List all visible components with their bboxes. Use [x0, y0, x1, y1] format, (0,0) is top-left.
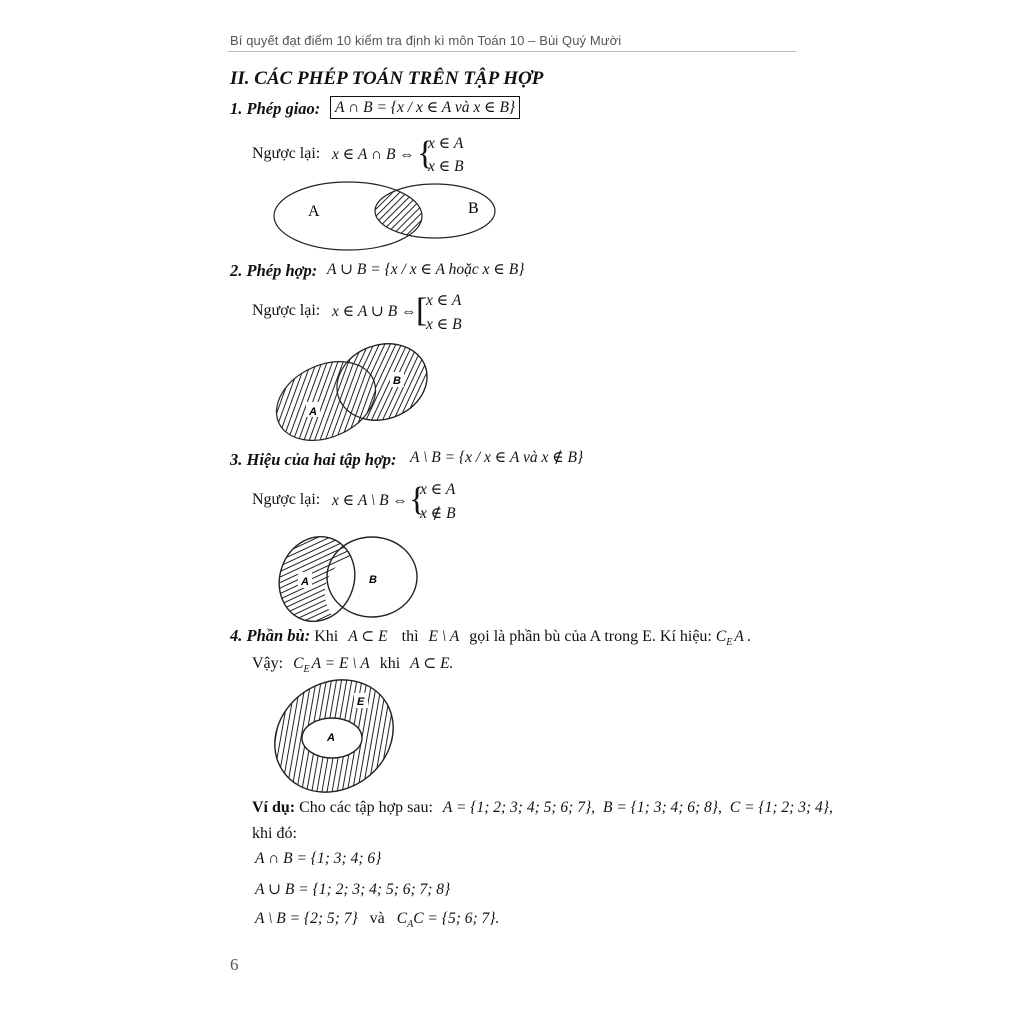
s1-line1: x ∈ A: [428, 135, 464, 152]
label-a: A: [309, 406, 317, 418]
s1-formula: A ∩ B = {x / x ∈ A và x ∈ B}: [330, 96, 520, 119]
venn-union: [270, 340, 440, 445]
label-a: A: [327, 732, 335, 744]
s4-m2: E \ A: [428, 628, 460, 645]
label-a: A: [301, 576, 309, 588]
s2-line2: x ∈ B: [426, 316, 462, 333]
s4-text-khi2: khi: [379, 655, 401, 672]
s1-converse-label: Ngược lại:: [252, 145, 321, 162]
s2-square-bracket: [: [416, 292, 428, 329]
s4-m4: C: [293, 655, 304, 672]
s4-text-vay: Vậy:: [252, 655, 284, 672]
label-e: E: [357, 696, 365, 708]
venn-intersection: [270, 180, 510, 260]
header-rule: [228, 51, 796, 52]
s3-formula: A \ B = {x / x ∈ A và x ∉ B}: [410, 449, 584, 466]
example-label: Ví dụ:: [252, 799, 296, 816]
s4-m3: C: [715, 628, 727, 645]
s4-m4b: A = E \ A: [311, 655, 370, 672]
s4-m3-sub: E: [726, 637, 733, 649]
s1-curly-brace: {: [417, 135, 434, 172]
s4-text-thi: thì: [401, 628, 419, 645]
s3-curly-brace: {: [409, 481, 426, 518]
s2-line1: x ∈ A: [426, 292, 462, 309]
label-b: B: [393, 375, 401, 387]
example-and: và: [369, 910, 385, 927]
example-def-a: A = {1; 2; 3; 4; 5; 6; 7},: [442, 799, 596, 816]
s1-heading: 1. Phép giao:: [230, 99, 321, 118]
s4-text-desc: gọi là phần bù của A trong E. Kí hiệu:: [469, 628, 712, 645]
venn-complement: [270, 676, 410, 796]
s3-converse-expr: x ∈ A \ B ⇔: [332, 492, 408, 509]
s4-m1: A ⊂ E: [348, 628, 388, 645]
s4-text-khi: Khi: [314, 628, 339, 645]
example-def-b: B = {1; 3; 4; 6; 8},: [603, 799, 722, 816]
s4-line1: [230, 626, 751, 648]
example-result-3: A \ B = {2; 5; 7}: [255, 910, 358, 927]
example-result-4b: C = {5; 6; 7}.: [413, 910, 500, 927]
s4-m5: A ⊂ E.: [410, 655, 454, 672]
example-intro: Cho các tập hợp sau:: [299, 799, 433, 816]
s2-formula: A ∪ B = {x / x ∈ A hoặc x ∈ B}: [327, 261, 525, 278]
s3-line2: x ∉ B: [420, 505, 456, 522]
s1-line2: x ∈ B: [428, 158, 464, 175]
s2-converse-label: Ngược lại:: [252, 302, 321, 319]
venn-difference: [270, 530, 425, 625]
s3-converse-label: Ngược lại:: [252, 491, 321, 508]
example-result-4-sub: A: [407, 919, 414, 931]
example-def-c: C = {1; 2; 3; 4},: [729, 799, 833, 816]
example-line1: [252, 799, 833, 817]
s4-m4-sub: E: [303, 664, 310, 676]
s3-heading: 3. Hiệu của hai tập hợp:: [230, 450, 397, 469]
difference-shaded: [270, 530, 366, 625]
s2-heading: 2. Phép hợp:: [230, 261, 318, 280]
example-result-1: A ∩ B = {1; 3; 4; 6}: [255, 850, 382, 867]
page-number: 6: [230, 955, 239, 974]
section-title: II. CÁC PHÉP TOÁN TRÊN TẬP HỢP: [230, 68, 544, 89]
s4-m3b: A .: [734, 628, 752, 645]
example-result-3-line: [255, 910, 499, 930]
s3-line1: x ∈ A: [420, 481, 456, 498]
running-header: Bí quyết đạt điểm 10 kiểm tra định kì môn Toán 10 – Bùi Quý Mười: [230, 33, 622, 48]
label-b: B: [369, 574, 377, 586]
example-result-2: A ∪ B = {1; 2; 3; 4; 5; 6; 7; 8}: [255, 881, 451, 898]
s4-heading: 4. Phần bù:: [230, 626, 311, 645]
s1-converse-expr: x ∈ A ∩ B ⇔: [332, 146, 415, 163]
s2-converse-expr: x ∈ A ∪ B ⇔: [332, 303, 417, 320]
label-b: B: [468, 200, 479, 217]
label-a: A: [308, 203, 320, 220]
s4-line2: [252, 654, 453, 675]
example-then: khi đó:: [252, 825, 297, 842]
example-result-4: C: [396, 910, 408, 927]
